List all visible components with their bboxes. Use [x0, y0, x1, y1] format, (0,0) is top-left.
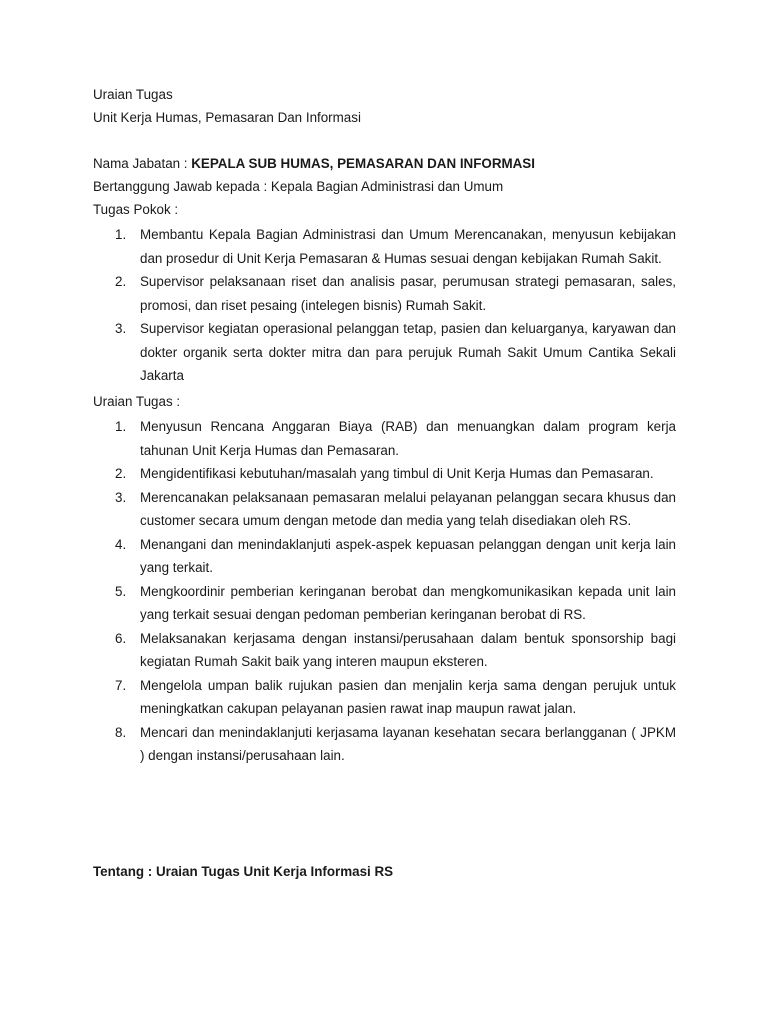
list-item [93, 415, 676, 462]
list-item [93, 674, 676, 721]
list-text: Merencanakan pelaksanaan pemasaran melalui pelayanan pelanggan secara khusus dan customer secara umum dengan metode dan media yang telah disediakan oleh RS. [140, 489, 676, 528]
list-number: 5. [115, 583, 127, 599]
duties-list [93, 415, 676, 768]
list-number: 1. [115, 227, 127, 242]
list-text: Mengelola umpan balik rujukan pasien dan menjalin kerja sama dengan perujuk untuk meningkatkan cakupan pelayanan pasien rawat inap maupun rawat jalan. [140, 677, 676, 716]
list-text: Supervisor pelaksanaan riset dan analisis pasar, perumusan strategi pemasaran, sales, promosi, dan riset pesaing (intelegen bisnis) Rumah Sakit. [140, 274, 676, 313]
list-item [93, 580, 676, 627]
list-text: Menyusun Rencana Anggaran Biaya (RAB) dan menuangkan dalam program kerja tahunan Unit Kerja Humas dan Pemasaran. [140, 419, 676, 458]
list-item [93, 721, 676, 768]
list-text: Mengidentifikasi kebutuhan/masalah yang timbul di Unit Kerja Humas dan Pemasaran. [140, 466, 654, 481]
list-number: 3. [115, 489, 127, 505]
list-number: 7. [115, 677, 127, 693]
job-title-line [93, 155, 535, 173]
list-text: Menangani dan menindaklanjuti aspek-aspek kepuasan pelanggan dengan unit kerja lain yang terkait. [140, 536, 676, 575]
list-number: 2. [115, 274, 127, 289]
list-item [93, 270, 676, 317]
responsible-to: Bertanggung Jawab kepada : Kepala Bagian Administrasi dan Umum [93, 179, 504, 194]
job-title-label: Nama Jabatan : [93, 156, 192, 171]
list-item [93, 627, 676, 674]
list-item [93, 533, 676, 580]
doc-title: Uraian Tugas [93, 87, 173, 102]
doc-subtitle: Unit Kerja Humas, Pemasaran Dan Informasi [93, 110, 361, 125]
list-item [93, 223, 676, 270]
footer-heading: Tentang : Uraian Tugas Unit Kerja Informasi RS [93, 864, 394, 879]
list-text: Supervisor kegiatan operasional pelanggan tetap, pasien dan keluarganya, karyawan dan dokter organik serta dokter mitra dan para perujuk Rumah Sakit Umum Cantika Sekali Jakarta [140, 321, 676, 383]
list-text: Membantu Kepala Bagian Administrasi dan Umum Merencanakan, menyusun kebijakan dan prosedur di Unit Kerja Pemasaran & Humas sesuai dengan kebijakan Rumah Sakit. [140, 227, 676, 266]
list-text: Mencari dan menindaklanjuti kerjasama layanan kesehatan secara berlangganan ( JPKM ) dengan instansi/perusahaan lain. [140, 724, 676, 763]
list-number: 4. [115, 536, 127, 552]
list-item [93, 462, 676, 486]
list-item [93, 486, 676, 533]
list-number: 3. [115, 321, 127, 336]
list-item [93, 317, 676, 388]
main-duties-heading: Tugas Pokok : [93, 202, 179, 217]
job-title-value: KEPALA SUB HUMAS, PEMASARAN DAN INFORMASI [191, 156, 535, 171]
list-number: 2. [115, 466, 127, 481]
main-duties-list [93, 223, 676, 388]
list-text: Melaksanakan kerjasama dengan instansi/perusahaan dalam bentuk sponsorship bagi kegiatan Rumah Sakit baik yang interen maupun eksteren. [140, 630, 676, 669]
list-number: 1. [115, 419, 127, 434]
list-text: Mengkoordinir pemberian keringanan berobat dan mengkomunikasikan kepada unit lain yang terkait sesuai dengan pedoman pemberian keringanan berobat di RS. [140, 583, 676, 622]
duties-heading: Uraian Tugas : [93, 394, 181, 409]
list-number: 8. [115, 724, 127, 740]
list-number: 6. [115, 630, 127, 646]
